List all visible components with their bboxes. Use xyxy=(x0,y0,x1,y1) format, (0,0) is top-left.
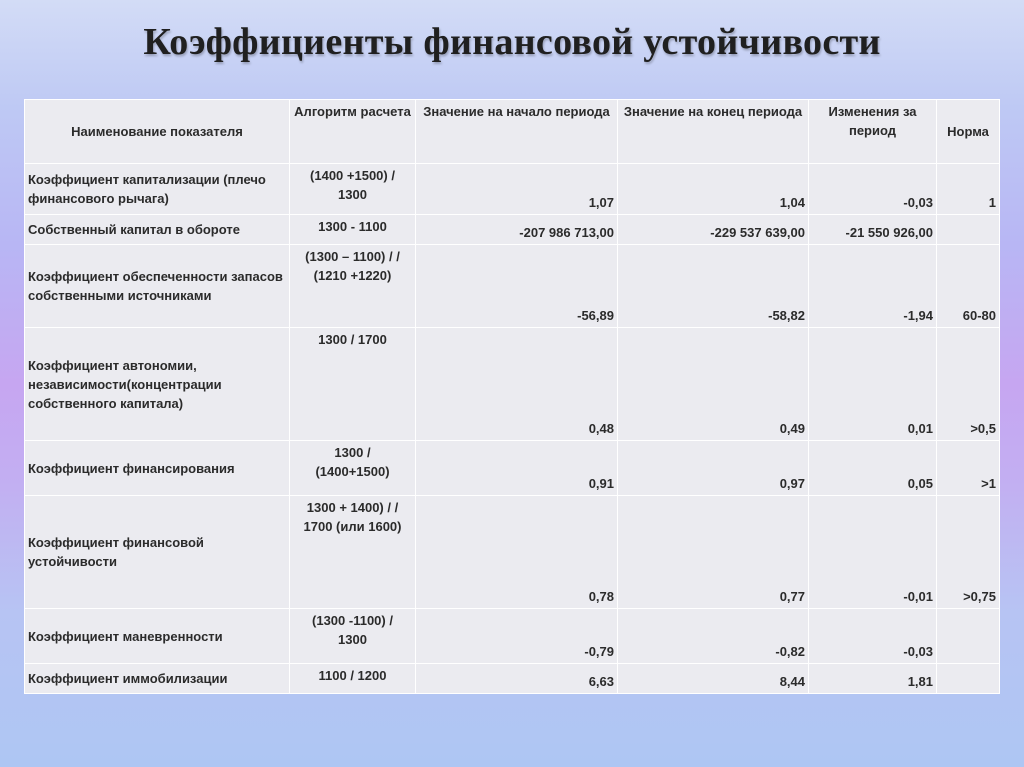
row-change: 1,81 xyxy=(809,664,937,694)
table-row xyxy=(25,245,1000,328)
row-norm: 60-80 xyxy=(937,245,1000,328)
row-end-value: 0,49 xyxy=(618,328,809,441)
algorithm-text: 1300 / 1700 xyxy=(318,332,387,347)
row-change: -0,03 xyxy=(809,609,937,664)
algorithm-text: (1400 +1500) / 1300 xyxy=(310,168,395,202)
row-name: Коэффициент финансовой устойчивости xyxy=(25,496,290,609)
table-row xyxy=(25,441,1000,496)
row-algorithm xyxy=(290,328,416,441)
row-end-value: 1,04 xyxy=(618,164,809,215)
row-algorithm xyxy=(290,164,416,215)
row-end-value: 0,77 xyxy=(618,496,809,609)
algorithm-text: 1300 / (1400+1500) xyxy=(315,445,390,479)
row-start-value: 0,78 xyxy=(416,496,618,609)
row-name: Собственный капитал в обороте xyxy=(25,215,290,245)
row-start-value: 0,48 xyxy=(416,328,618,441)
algorithm-text: 1300 - 1100 xyxy=(318,219,387,234)
header-start-value: Значение на начало периода xyxy=(416,100,618,164)
row-change: 0,01 xyxy=(809,328,937,441)
algorithm-text: (1300 -1100) / 1300 xyxy=(312,613,393,647)
algorithm-text: (1300 – 1100) / / (1210 +1220) xyxy=(305,249,400,283)
row-name: Коэффициент обеспеченности запасов собственными источниками xyxy=(25,245,290,328)
header-end-value: Значение на конец периода xyxy=(618,100,809,164)
row-norm: >0,75 xyxy=(937,496,1000,609)
slide-title: Коэффициенты финансовой устойчивости xyxy=(143,21,881,63)
header-norm: Норма xyxy=(937,100,1000,164)
row-end-value: -0,82 xyxy=(618,609,809,664)
row-norm: >0,5 xyxy=(937,328,1000,441)
row-end-value: 0,97 xyxy=(618,441,809,496)
row-end-value: -229 537 639,00 xyxy=(618,215,809,245)
row-start-value: 6,63 xyxy=(416,664,618,694)
row-name: Коэффициент иммобилизации xyxy=(25,664,290,694)
row-name: Коэффициент маневренности xyxy=(25,609,290,664)
row-algorithm xyxy=(290,215,416,245)
header-name: Наименование показателя xyxy=(25,100,290,164)
row-change: -0,03 xyxy=(809,164,937,215)
table-row xyxy=(25,496,1000,609)
row-change: -1,94 xyxy=(809,245,937,328)
financial-ratios-table xyxy=(24,99,1000,694)
row-start-value: 0,91 xyxy=(416,441,618,496)
algorithm-text: 1300 + 1400) / / 1700 (или 1600) xyxy=(303,500,402,534)
row-end-value: 8,44 xyxy=(618,664,809,694)
row-change: -0,01 xyxy=(809,496,937,609)
row-start-value: -56,89 xyxy=(416,245,618,328)
row-norm xyxy=(937,609,1000,664)
algorithm-text: 1100 / 1200 xyxy=(318,668,387,683)
row-norm xyxy=(937,664,1000,694)
table-row xyxy=(25,215,1000,245)
header-algorithm: Алгоритм расчета xyxy=(290,100,416,164)
row-start-value: 1,07 xyxy=(416,164,618,215)
row-algorithm xyxy=(290,245,416,328)
row-change: -21 550 926,00 xyxy=(809,215,937,245)
table-row xyxy=(25,328,1000,441)
row-change: 0,05 xyxy=(809,441,937,496)
row-algorithm xyxy=(290,496,416,609)
row-name: Коэффициент капитализации (плечо финансового рычага) xyxy=(25,164,290,215)
header-change: Изменения за период xyxy=(809,100,937,164)
row-algorithm xyxy=(290,441,416,496)
row-algorithm xyxy=(290,609,416,664)
row-name: Коэффициент финансирования xyxy=(25,441,290,496)
table-row xyxy=(25,609,1000,664)
row-name: Коэффициент автономии, независимости(концентрации собственного капитала) xyxy=(25,328,290,441)
row-start-value: -0,79 xyxy=(416,609,618,664)
row-norm: 1 xyxy=(937,164,1000,215)
table-row xyxy=(25,664,1000,694)
row-start-value: -207 986 713,00 xyxy=(416,215,618,245)
row-norm xyxy=(937,215,1000,245)
table-row xyxy=(25,164,1000,215)
row-end-value: -58,82 xyxy=(618,245,809,328)
header-row xyxy=(25,100,1000,164)
row-algorithm xyxy=(290,664,416,694)
row-norm: >1 xyxy=(937,441,1000,496)
